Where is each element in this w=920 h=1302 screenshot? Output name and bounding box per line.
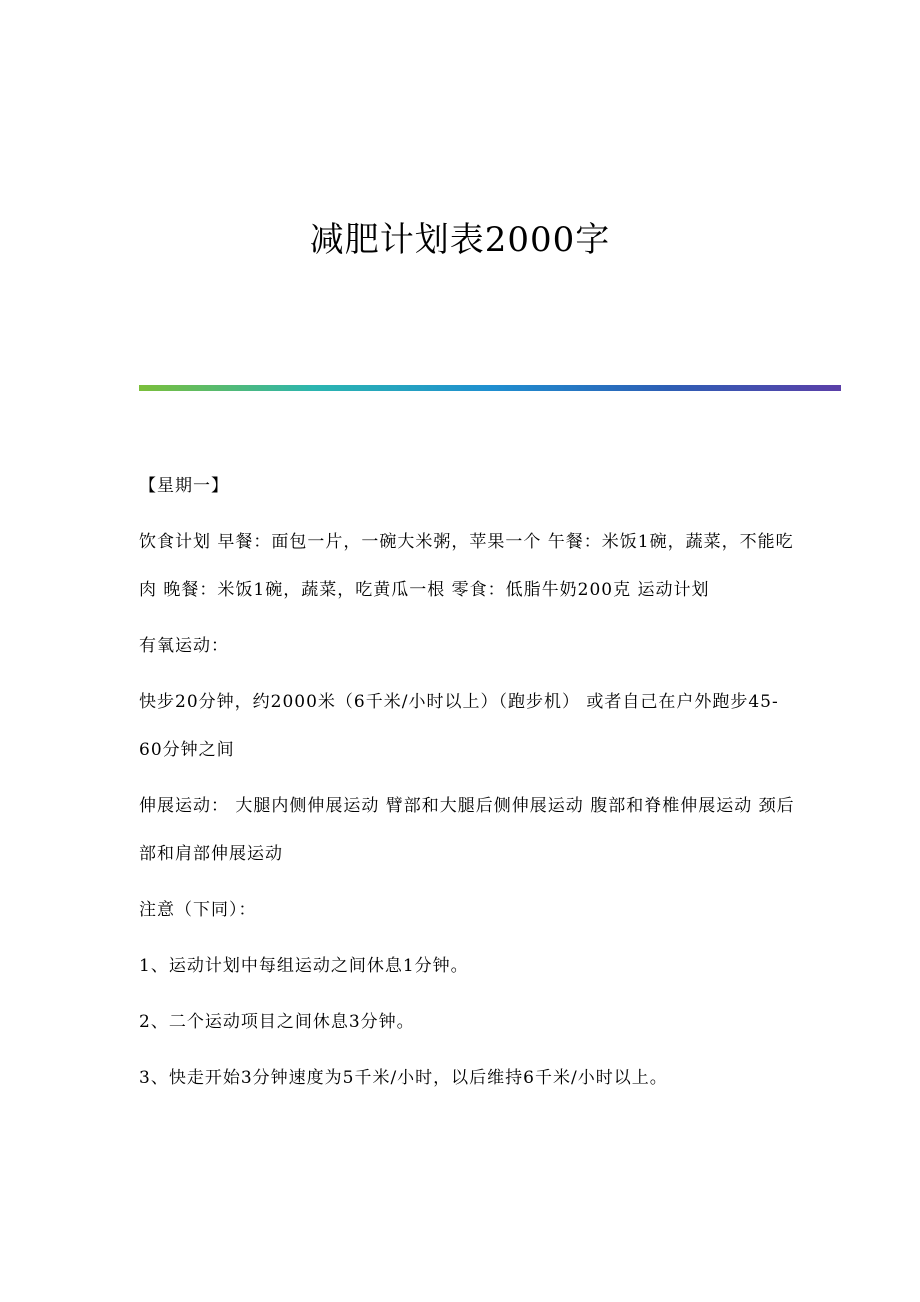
- day-heading: 【星期一】: [139, 476, 229, 496]
- title-divider: [139, 385, 841, 391]
- note-item-2: 2、二个运动项目之间休息3分钟。: [139, 1012, 415, 1032]
- document-title: 减肥计划表2000字: [309, 220, 611, 260]
- notes-heading: 注意（下同）：: [139, 900, 257, 920]
- diet-plan-paragraph: 饮食计划 早餐：面包一片，一碗大米粥，苹果一个 午餐：米饭1碗，蔬菜，不能吃肉 晚餐：米饭1碗，蔬菜，吃黄瓜一根 零食：低脂牛奶200克 运动计划: [139, 532, 794, 600]
- document-body: [139, 462, 799, 1102]
- stretch-paragraph: 伸展运动： 大腿内侧伸展运动 臂部和大腿后侧伸展运动 腹部和脊椎伸展运动 颈后部和肩部伸展运动: [139, 796, 795, 864]
- aerobic-heading: 有氧运动：: [139, 636, 229, 656]
- aerobic-paragraph: 快步20分钟，约2000米（6千米/小时以上）（跑步机） 或者自己在户外跑步45-60分钟之间: [139, 692, 779, 760]
- note-item-3: 3、快走开始3分钟速度为5千米/小时，以后维持6千米/小时以上。: [139, 1068, 668, 1088]
- note-item-1: 1、运动计划中每组运动之间休息1分钟。: [139, 956, 469, 976]
